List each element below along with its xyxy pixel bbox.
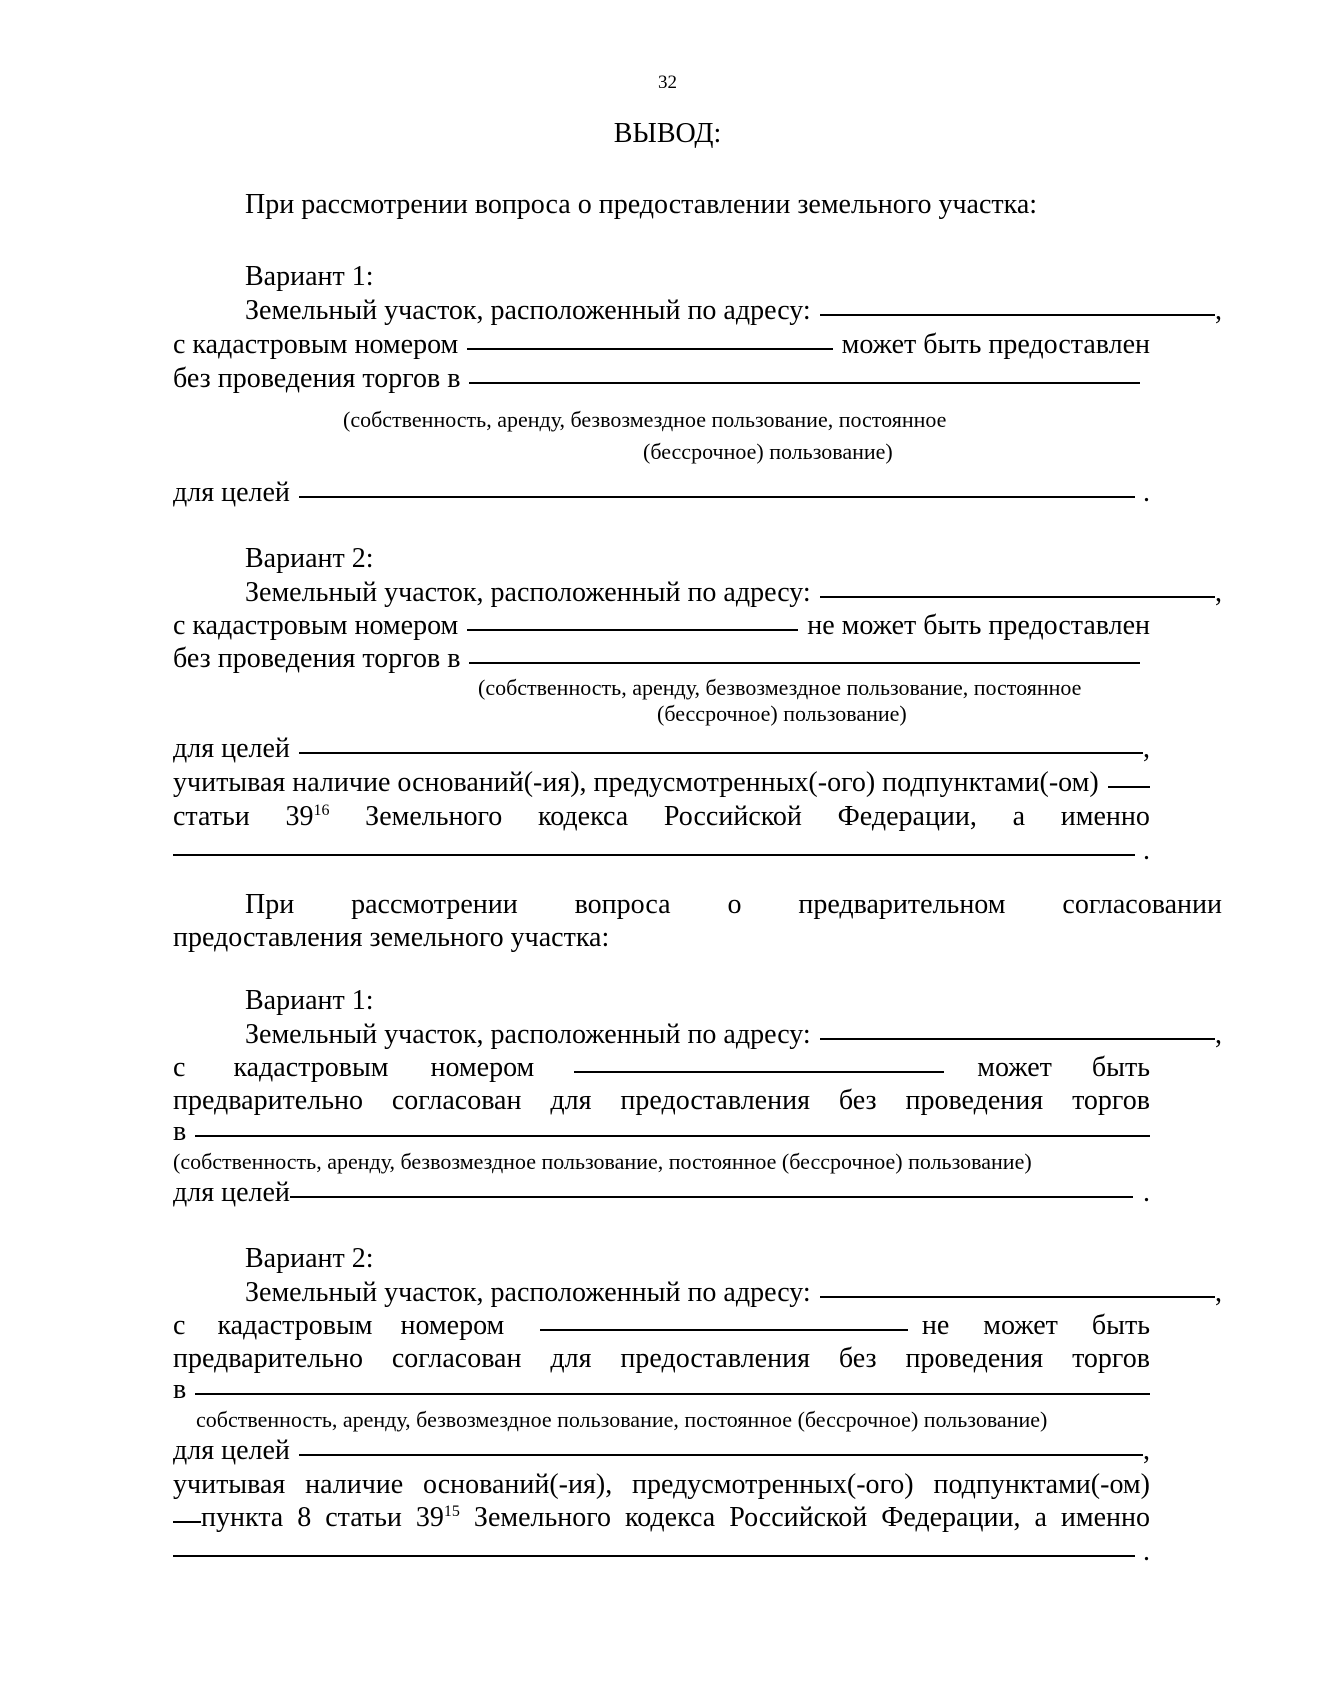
word: торгов xyxy=(1072,1085,1150,1116)
section2-intro-line1 xyxy=(173,888,1222,922)
word: кадастровым xyxy=(233,1052,389,1083)
word: согласован xyxy=(391,1343,522,1374)
s2-v1-agreed-line xyxy=(173,1084,1150,1118)
s2-v2-article-line xyxy=(173,1501,1150,1535)
section2-intro-line2 xyxy=(173,921,1150,955)
word: Российской xyxy=(663,801,802,832)
s2-v2-note: собственность, аренду, безвозмездное пользование, постоянное (бессрочное) пользование) xyxy=(196,1407,1048,1432)
s2-v1-address-label: Земельный участок, расположенный по адресу: xyxy=(245,1019,811,1050)
s1-v2-grounds-label: учитывая наличие оснований(-ия), предусмотренных(-ого) подпунктами(-ом) xyxy=(173,767,1099,798)
word: именно xyxy=(1060,801,1150,832)
s1-v1-note-line2: (бессрочное) пользование) xyxy=(643,439,893,464)
s2-v2-grounds-line xyxy=(173,1468,1150,1502)
s1-v1-decision-text: может быть предоставлен xyxy=(841,329,1150,360)
s2-v2-agreed-line xyxy=(173,1342,1150,1376)
s2-v2-address-line xyxy=(173,1276,1222,1310)
s1-v1-purpose-field[interactable] xyxy=(299,496,1135,498)
s1-v1-purpose-line xyxy=(173,476,1150,510)
word: может xyxy=(983,1310,1058,1341)
comma: , xyxy=(1143,1435,1150,1466)
article-superscript: 15 xyxy=(443,1503,460,1520)
section2-intro-text: предоставления земельного участка: xyxy=(173,922,610,953)
s1-v2-cadastral-field[interactable] xyxy=(467,629,798,631)
s2-v2-address-field[interactable] xyxy=(820,1296,1215,1298)
period: . xyxy=(1143,477,1150,508)
period: . xyxy=(1143,835,1150,866)
s1-v1-purpose-label: для целей xyxy=(173,477,290,508)
word: предоставления xyxy=(620,1085,810,1116)
word: пункта xyxy=(201,1502,284,1533)
s1-v1-address-field[interactable] xyxy=(820,314,1215,316)
s1-v1-auction-label: без проведения торгов в xyxy=(173,363,461,394)
word: быть xyxy=(1091,1310,1150,1341)
word: кодекса xyxy=(625,1502,716,1533)
word: без xyxy=(838,1085,877,1116)
word: без xyxy=(838,1343,877,1374)
word: оснований(-ия), xyxy=(423,1469,613,1500)
word: статьи xyxy=(173,801,250,832)
word: статьи xyxy=(325,1502,402,1533)
word: не xyxy=(921,1310,950,1341)
s1-v2-auction-line xyxy=(173,642,1150,676)
section1-intro-text: При рассмотрении вопроса о предоставлении земельного участка: xyxy=(245,189,1038,220)
s1-v2-purpose-field[interactable] xyxy=(299,752,1143,754)
article-superscript: 16 xyxy=(313,802,330,819)
s1-v1-heading-text: Вариант 1: xyxy=(245,261,374,292)
s2-v2-purpose-line xyxy=(173,1434,1150,1468)
s1-v1-auction-line xyxy=(173,362,1150,396)
s2-v2-subpoint-field[interactable] xyxy=(173,1521,201,1523)
s1-v2-heading xyxy=(173,542,1222,576)
s2-v2-right-field[interactable] xyxy=(195,1393,1150,1395)
subpoint-number-with-word xyxy=(173,1501,283,1535)
word: При xyxy=(245,889,295,920)
s2-v1-right-line xyxy=(173,1115,1150,1149)
s2-v1-right-field[interactable] xyxy=(195,1135,1150,1137)
s1-v1-heading xyxy=(173,260,1222,294)
s1-v1-address-line xyxy=(173,294,1222,328)
article-main: 39 xyxy=(285,801,314,832)
word: Земельного xyxy=(473,1502,612,1533)
period: . xyxy=(1143,1536,1150,1567)
s1-v2-cadastral-label: с кадастровым номером xyxy=(173,610,459,641)
word: номером xyxy=(400,1310,505,1341)
word: предоставления xyxy=(620,1343,810,1374)
word: проведения xyxy=(905,1085,1044,1116)
s2-v1-purpose-label: для целей xyxy=(173,1177,290,1208)
comma: , xyxy=(1215,577,1222,608)
s1-v1-cadastral-line xyxy=(173,328,1150,362)
s1-v2-cadastral-line xyxy=(173,609,1150,643)
word: предварительно xyxy=(173,1085,363,1116)
word: Федерации, xyxy=(837,801,977,832)
period: . xyxy=(1143,1177,1150,1208)
page-title: ВЫВОД: xyxy=(613,118,722,149)
s2-v2-address-label: Земельный участок, расположенный по адресу: xyxy=(245,1277,811,1308)
s1-v2-decision-text: не может быть предоставлен xyxy=(807,610,1150,641)
s1-v2-address-line xyxy=(173,576,1222,610)
word: кодекса xyxy=(538,801,629,832)
s1-v2-heading-text: Вариант 2: xyxy=(245,543,374,574)
s2-v1-address-line xyxy=(173,1018,1222,1052)
s1-v1-note-line1: (собственность, аренду, безвозмездное пользование, постоянное xyxy=(343,407,947,432)
word: рассмотрении xyxy=(351,889,518,920)
word: Земельного xyxy=(365,801,503,832)
word: торгов xyxy=(1072,1343,1150,1374)
page-number: 32 xyxy=(658,72,677,93)
word: с xyxy=(173,1310,186,1341)
article-number xyxy=(416,1501,460,1535)
s1-v2-subpoint-field[interactable] xyxy=(1108,786,1150,788)
s1-v2-address-field[interactable] xyxy=(820,596,1215,598)
s2-v1-note: (собственность, аренду, безвозмездное пользование, постоянное (бессрочное) пользование) xyxy=(173,1149,1032,1174)
comma: , xyxy=(1143,733,1150,764)
s1-v2-note-line2: (бессрочное) пользование) xyxy=(657,701,907,726)
word: подпунктами(-ом) xyxy=(933,1469,1150,1500)
word: о xyxy=(727,889,742,920)
word: Федерации, xyxy=(881,1502,1021,1533)
word: именно xyxy=(1060,1502,1150,1533)
s2-v1-purpose-field[interactable] xyxy=(290,1196,1133,1198)
s1-v2-namely-line xyxy=(173,834,1150,868)
s2-v2-cadastral-field[interactable] xyxy=(540,1329,908,1331)
word: согласован xyxy=(391,1085,522,1116)
s2-v1-purpose-line xyxy=(173,1176,1150,1210)
word: может xyxy=(977,1052,1052,1083)
s1-v2-namely-field[interactable] xyxy=(173,854,1135,856)
s2-v2-cadastral-line xyxy=(173,1309,1150,1343)
word: номером xyxy=(430,1052,535,1083)
word: Российской xyxy=(729,1502,868,1533)
s1-v2-address-label: Земельный участок, расположенный по адресу: xyxy=(245,577,811,608)
s2-v1-heading xyxy=(173,984,1222,1018)
s2-v2-namely-field[interactable] xyxy=(173,1555,1135,1557)
word: с xyxy=(173,1052,186,1083)
article-main: 39 xyxy=(415,1502,444,1533)
word: кадастровым xyxy=(217,1310,373,1341)
article-number xyxy=(285,800,329,834)
s1-v2-auction-label: без проведения торгов в xyxy=(173,643,461,674)
comma: , xyxy=(1215,1019,1222,1050)
s1-v2-note-line1: (собственность, аренду, безвозмездное пользование, постоянное xyxy=(478,675,1082,700)
word: предусмотренных(-ого) xyxy=(632,1469,914,1500)
word: а xyxy=(1034,1502,1047,1533)
s1-v1-cadastral-label: с кадастровым номером xyxy=(173,329,459,360)
word: проведения xyxy=(905,1343,1044,1374)
s1-v2-grounds-line xyxy=(173,766,1150,800)
word: а xyxy=(1012,801,1026,832)
word: учитывая xyxy=(173,1469,286,1500)
s2-v1-address-field[interactable] xyxy=(820,1038,1215,1040)
word: быть xyxy=(1091,1052,1150,1083)
word: наличие xyxy=(305,1469,404,1500)
word: в xyxy=(173,1116,187,1147)
s2-v2-purpose-field[interactable] xyxy=(299,1454,1143,1456)
word: вопроса xyxy=(574,889,671,920)
s2-v1-heading-text: Вариант 1: xyxy=(245,985,374,1016)
word: 8 xyxy=(297,1502,312,1533)
s1-v1-right-field[interactable] xyxy=(469,382,1140,384)
s2-v2-namely-line xyxy=(173,1535,1150,1569)
s2-v2-purpose-label: для целей xyxy=(173,1435,290,1466)
s1-v2-purpose-line xyxy=(173,732,1150,766)
word: предварительном xyxy=(798,889,1006,920)
s1-v1-cadastral-field[interactable] xyxy=(467,348,832,350)
s1-v2-right-field[interactable] xyxy=(469,662,1140,664)
s2-v1-cadastral-field[interactable] xyxy=(574,1071,944,1073)
section1-intro xyxy=(173,188,1222,222)
word: для xyxy=(550,1343,592,1374)
s2-v2-heading-text: Вариант 2: xyxy=(245,1243,374,1274)
s1-v1-address-label: Земельный участок, расположенный по адресу: xyxy=(245,295,811,326)
s2-v2-right-line xyxy=(173,1373,1150,1407)
s2-v1-cadastral-line xyxy=(173,1051,1150,1085)
word: в xyxy=(173,1374,187,1405)
word: согласовании xyxy=(1062,889,1222,920)
word: для xyxy=(550,1085,592,1116)
comma: , xyxy=(1215,1277,1222,1308)
s1-v2-purpose-label: для целей xyxy=(173,733,290,764)
word: предварительно xyxy=(173,1343,363,1374)
s1-v2-article-line xyxy=(173,800,1150,834)
s2-v2-heading xyxy=(173,1242,1222,1276)
comma: , xyxy=(1215,295,1222,326)
